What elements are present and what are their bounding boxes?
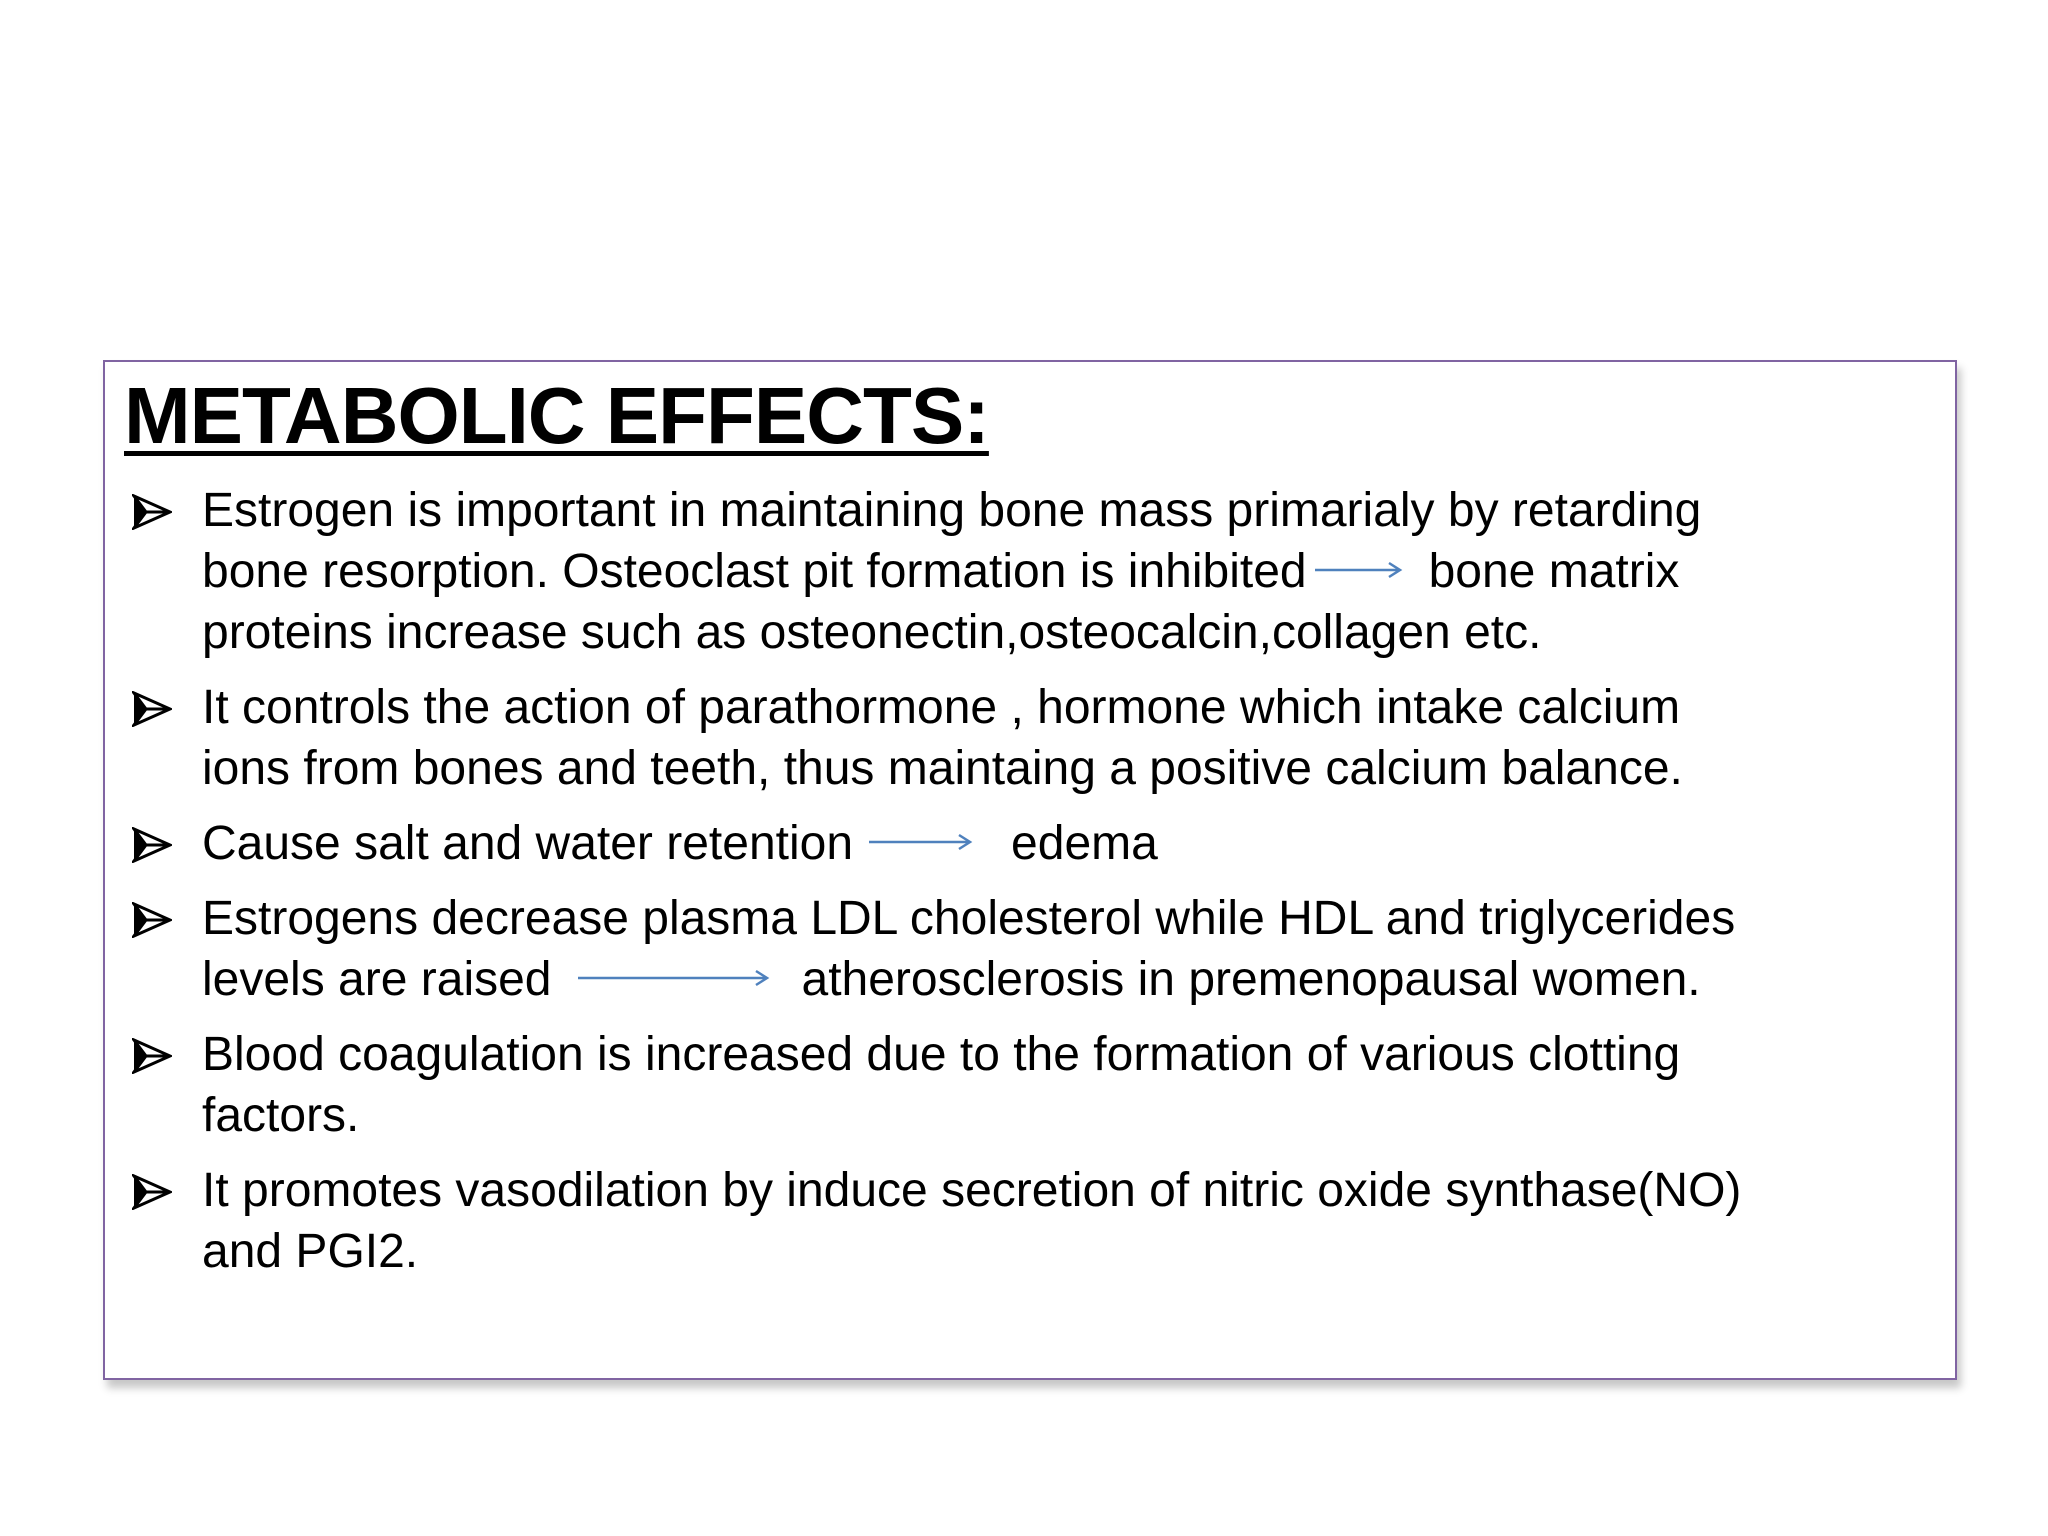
bullet-item xyxy=(124,1024,1944,1146)
right-arrow-icon xyxy=(867,830,975,854)
bullet-item xyxy=(124,813,1944,874)
bullet-text: Cause salt and water retention xyxy=(202,817,854,870)
bullet-text: bone matrix xyxy=(1428,545,1680,598)
bullet-text-line xyxy=(202,813,1944,874)
arrowhead-bullet-icon xyxy=(132,1038,172,1074)
bullet-text: ions from bones and teeth, thus maintaing a positive calcium balance. xyxy=(202,742,1683,795)
bullet-text-line xyxy=(202,949,1944,1010)
slide-title: METABOLIC EFFECTS: xyxy=(124,371,989,460)
bullet-text: factors. xyxy=(202,1089,360,1142)
bullet-text: levels are raised xyxy=(202,953,552,1006)
bullet-text: Estrogen is important in maintaining bone mass primarialy by retarding xyxy=(202,484,1702,537)
arrowhead-bullet-icon xyxy=(132,902,172,938)
bullet-item xyxy=(124,1160,1944,1282)
bullet-item xyxy=(124,677,1944,799)
right-arrow-icon xyxy=(576,966,772,990)
arrowhead-bullet-icon xyxy=(132,1174,172,1210)
bullet-text: atherosclerosis in premenopausal women. xyxy=(801,953,1701,1006)
bullet-text: It controls the action of parathormone , hormone which intake calcium xyxy=(202,681,1681,734)
bullet-text: and PGI2. xyxy=(202,1225,419,1278)
bullet-text: Blood coagulation is increased due to the formation of various clotting xyxy=(202,1028,1681,1081)
bullet-text: proteins increase such as osteonectin,osteocalcin,collagen etc. xyxy=(202,606,1542,659)
bullet-text-line xyxy=(202,541,1944,602)
arrowhead-bullet-icon xyxy=(132,827,172,863)
bullet-text: edema xyxy=(1011,817,1158,870)
bullet-text: It promotes vasodilation by induce secretion of nitric oxide synthase(NO) xyxy=(202,1164,1742,1217)
arrowhead-bullet-icon xyxy=(132,494,172,530)
bullet-item xyxy=(124,888,1944,1010)
bullet-text: Estrogens decrease plasma LDL cholesterol while HDL and triglycerides xyxy=(202,892,1736,945)
arrowhead-bullet-icon xyxy=(132,691,172,727)
bullet-item xyxy=(124,480,1944,663)
right-arrow-icon xyxy=(1313,558,1405,582)
bullet-list xyxy=(124,480,1944,1296)
bullet-text: bone resorption. Osteoclast pit formation is inhibited xyxy=(202,545,1307,598)
